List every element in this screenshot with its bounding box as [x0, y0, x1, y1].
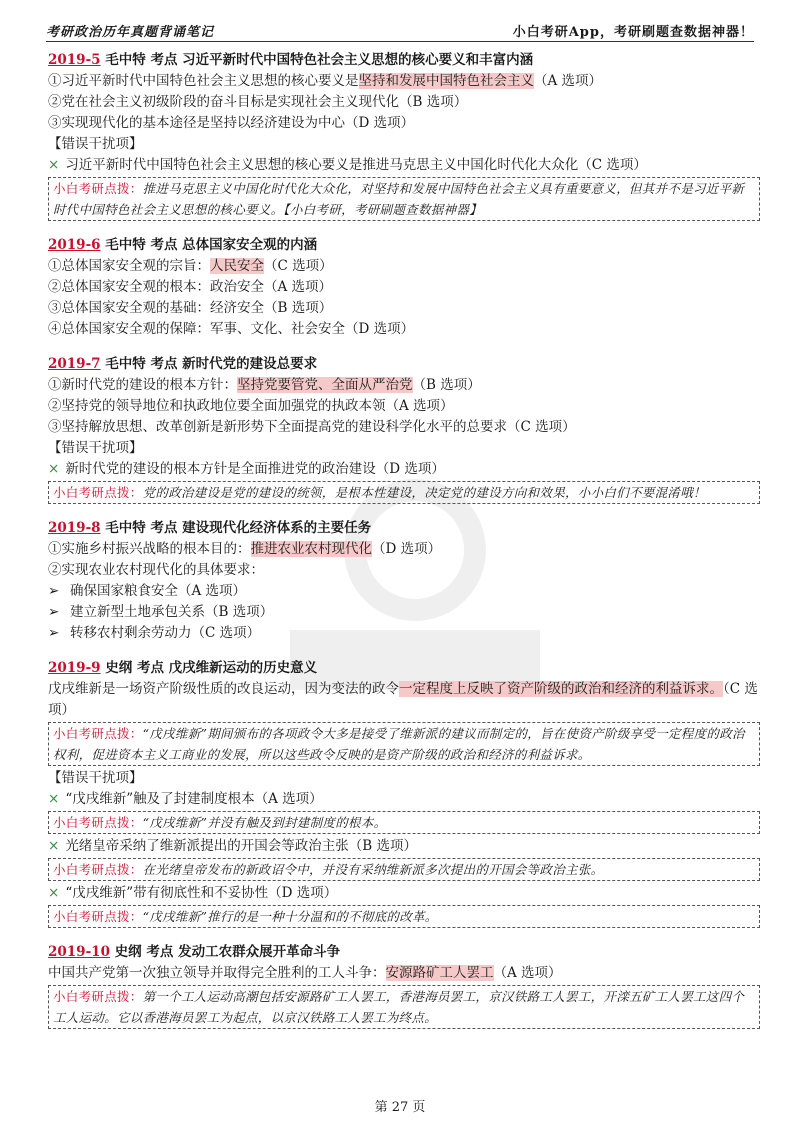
- highlight-answer: 坚持和发展中国特色社会主义: [358, 73, 534, 89]
- wrong-text: 新时代党的建设的根本方针是全面推进党的政治建设（D 选项）: [65, 461, 445, 477]
- bullet-item: [48, 623, 760, 644]
- page-number: 第 27 页: [374, 1100, 426, 1115]
- tip-label: 小白考研点拨：: [53, 909, 143, 924]
- highlight-answer: 人民安全: [210, 258, 264, 274]
- tip-box: [48, 811, 760, 834]
- tip-box: [48, 722, 760, 766]
- section-title: [48, 942, 760, 963]
- wrong-text: “戊戌维新”带有彻底性和不妥协性（D 选项）: [65, 885, 338, 901]
- bullet-text: 转移农村剩余劳动力（C 选项）: [70, 625, 261, 641]
- wrong-item: [48, 789, 760, 810]
- tip-text: 第一个工人运动高潮包括安源路矿工人罢工，香港海员罢工，京汉铁路工人罢工，开滦五矿工人罢工这四个工人运动。它以香港海员罢工为起点，以京汉铁路工人罢工为终点。: [53, 989, 745, 1025]
- section-title: [48, 50, 760, 71]
- wrong-item: [48, 836, 760, 857]
- wrong-text: 光绪皇帝采纳了维新派提出的开国会等政治主张（B 选项）: [65, 838, 418, 854]
- section-topic: 毛中特 考点 习近平新时代中国特色社会主义思想的核心要义和丰富内涵: [100, 52, 534, 68]
- bullet-item: [48, 581, 760, 602]
- arrow-bullet-icon: ➢: [48, 604, 60, 620]
- wrong-text: “戊戌维新”触及了封建制度根本（A 选项）: [65, 791, 323, 807]
- year-tag: 2019-10: [48, 944, 110, 960]
- section-topic: 毛中特 考点 总体国家安全观的内涵: [100, 237, 318, 253]
- point-line: [48, 375, 760, 396]
- cross-icon: ×: [48, 885, 60, 901]
- tip-box: [48, 177, 760, 221]
- wrong-item: [48, 459, 760, 480]
- year-tag: 2019-9: [48, 660, 101, 676]
- point-line: [48, 539, 760, 560]
- tip-label: 小白考研点拨：: [53, 181, 143, 196]
- point-line: ②总体国家安全观的根本：政治安全（A 选项）: [48, 279, 333, 295]
- section-title: [48, 518, 760, 539]
- tip-box: [48, 905, 760, 928]
- section-2019-5: [48, 50, 760, 221]
- wrong-label: 【错误干扰项】: [48, 440, 143, 456]
- tip-text: “戊戌维新”期间颁布的各项政令大多是接受了维新派的建议而制定的，旨在使资产阶级享受一定程度的政治权利，促进资本主义工商业的发展，所以这些政令反映的是资产阶级的政治和经济的利益诉求。: [53, 726, 745, 762]
- tip-label: 小白考研点拨：: [53, 989, 143, 1004]
- section-title: [48, 235, 760, 256]
- year-tag: 2019-8: [48, 520, 101, 536]
- tip-box: [48, 481, 760, 504]
- tip-text: “戊戌维新”并没有触及到封建制度的根本。: [142, 815, 387, 830]
- point-line: ③实现现代化的基本途径是坚持以经济建设为中心（D 选项）: [48, 115, 415, 131]
- tip-box: [48, 858, 760, 881]
- section-2019-10: [48, 942, 760, 1029]
- highlight-answer: 推进农业农村现代化: [250, 541, 372, 557]
- section-topic: 史纲 考点 戊戌维新运动的历史意义: [100, 660, 318, 676]
- tip-text: “戊戌维新”推行的是一种十分温和的不彻底的改革。: [142, 909, 438, 924]
- section-title: [48, 658, 760, 679]
- tip-text: 在光绪皇帝发布的新政诏令中，并没有采纳维新派多次提出的开国会等政治主张。: [142, 862, 604, 877]
- wrong-item: [48, 155, 760, 176]
- arrow-bullet-icon: ➢: [48, 625, 60, 641]
- header-title: 考研政治历年真题背诵笔记: [46, 25, 215, 40]
- point-line: ②实现农业农村现代化的具体要求：: [48, 562, 264, 578]
- tip-label: 小白考研点拨：: [53, 862, 143, 877]
- year-tag: 2019-7: [48, 356, 101, 372]
- section-2019-7: [48, 354, 760, 504]
- section-2019-9: [48, 658, 760, 928]
- option-tag: （C 选项）: [264, 258, 333, 274]
- notes-content: [48, 50, 760, 1043]
- arrow-bullet-icon: ➢: [48, 583, 60, 599]
- point-line: ④总体国家安全观的保障：军事、文化、社会安全（D 选项）: [48, 321, 415, 337]
- highlight-answer: 安源路矿工人罢工: [385, 965, 494, 981]
- highlight-answer: 坚持党要管党、全面从严治党: [237, 377, 413, 393]
- wrong-text: 习近平新时代中国特色社会主义思想的核心要义是推进马克思主义中国化时代化大众化（C 选项）: [65, 157, 647, 173]
- tip-text: 推进马克思主义中国化时代化大众化，对坚持和发展中国特色社会主义具有重要意义，但其并不是习近平新时代中国特色社会主义思想的核心要义。【小白考研，考研刷题查数据神器】: [53, 181, 745, 217]
- header-slogan: 小白考研App，考研刷题查数据神器！: [512, 25, 754, 40]
- wrong-label: 【错误干扰项】: [48, 136, 143, 152]
- cross-icon: ×: [48, 461, 60, 477]
- wrong-label: 【错误干扰项】: [48, 770, 143, 786]
- tip-text: 党的政治建设是党的建设的统领，是根本性建设，决定党的建设方向和效果，小小白们不要混淆哦！: [142, 485, 706, 500]
- section-topic: 毛中特 考点 建设现代化经济体系的主要任务: [100, 520, 372, 536]
- wrong-item: [48, 883, 760, 904]
- section-2019-6: [48, 235, 760, 340]
- point-text: ①新时代党的建设的根本方针：: [48, 377, 237, 393]
- section-title: [48, 354, 760, 375]
- point-text: ①习近平新时代中国特色社会主义思想的核心要义是: [48, 73, 359, 89]
- section-topic: 毛中特 考点 新时代党的建设总要求: [100, 356, 318, 372]
- year-tag: 2019-5: [48, 52, 101, 68]
- tip-label: 小白考研点拨：: [53, 815, 143, 830]
- section-2019-8: [48, 518, 760, 644]
- highlight-answer: 一定程度上反映了资产阶级的政治和经济的利益诉求。: [399, 681, 723, 697]
- cross-icon: ×: [48, 838, 60, 854]
- cross-icon: ×: [48, 157, 60, 173]
- tip-box: [48, 985, 760, 1029]
- cross-icon: ×: [48, 791, 60, 807]
- bullet-text: 确保国家粮食安全（A 选项）: [70, 583, 247, 599]
- point-line: ③坚持解放思想、改革创新是新形势下全面提高党的建设科学化水平的总要求（C 选项）: [48, 419, 576, 435]
- option-tag: （A 选项）: [534, 73, 603, 89]
- option-tag: （D 选项）: [372, 541, 442, 557]
- year-tag: 2019-6: [48, 237, 101, 253]
- point-text: ①实施乡村振兴战略的根本目的：: [48, 541, 251, 557]
- tip-label: 小白考研点拨：: [53, 485, 143, 500]
- point-text: 中国共产党第一次独立领导并取得完全胜利的工人斗争：: [48, 965, 386, 981]
- tip-label: 小白考研点拨：: [53, 726, 143, 741]
- point-line: [48, 679, 760, 721]
- bullet-item: [48, 602, 760, 623]
- point-line: ②党在社会主义初级阶段的奋斗目标是实现社会主义现代化（B 选项）: [48, 94, 468, 110]
- point-line: ③总体国家安全观的基础：经济安全（B 选项）: [48, 300, 333, 316]
- point-text: ①总体国家安全观的宗旨：: [48, 258, 210, 274]
- option-tag: （A 选项）: [493, 965, 562, 981]
- point-line: ②坚持党的领导地位和执政地位要全面加强党的执政本领（A 选项）: [48, 398, 454, 414]
- point-text: 戊戌维新是一场资产阶级性质的改良运动，因为变法的政令: [48, 681, 399, 697]
- bullet-text: 建立新型土地承包关系（B 选项）: [70, 604, 274, 620]
- option-tag: （B 选项）: [412, 377, 481, 393]
- point-line: [48, 71, 760, 92]
- option-tag: （C 选项）: [48, 681, 758, 718]
- page-header: [46, 20, 754, 42]
- point-line: [48, 256, 760, 277]
- section-topic: 史纲 考点 发动工农群众展开革命斗争: [109, 944, 341, 960]
- point-line: [48, 963, 760, 984]
